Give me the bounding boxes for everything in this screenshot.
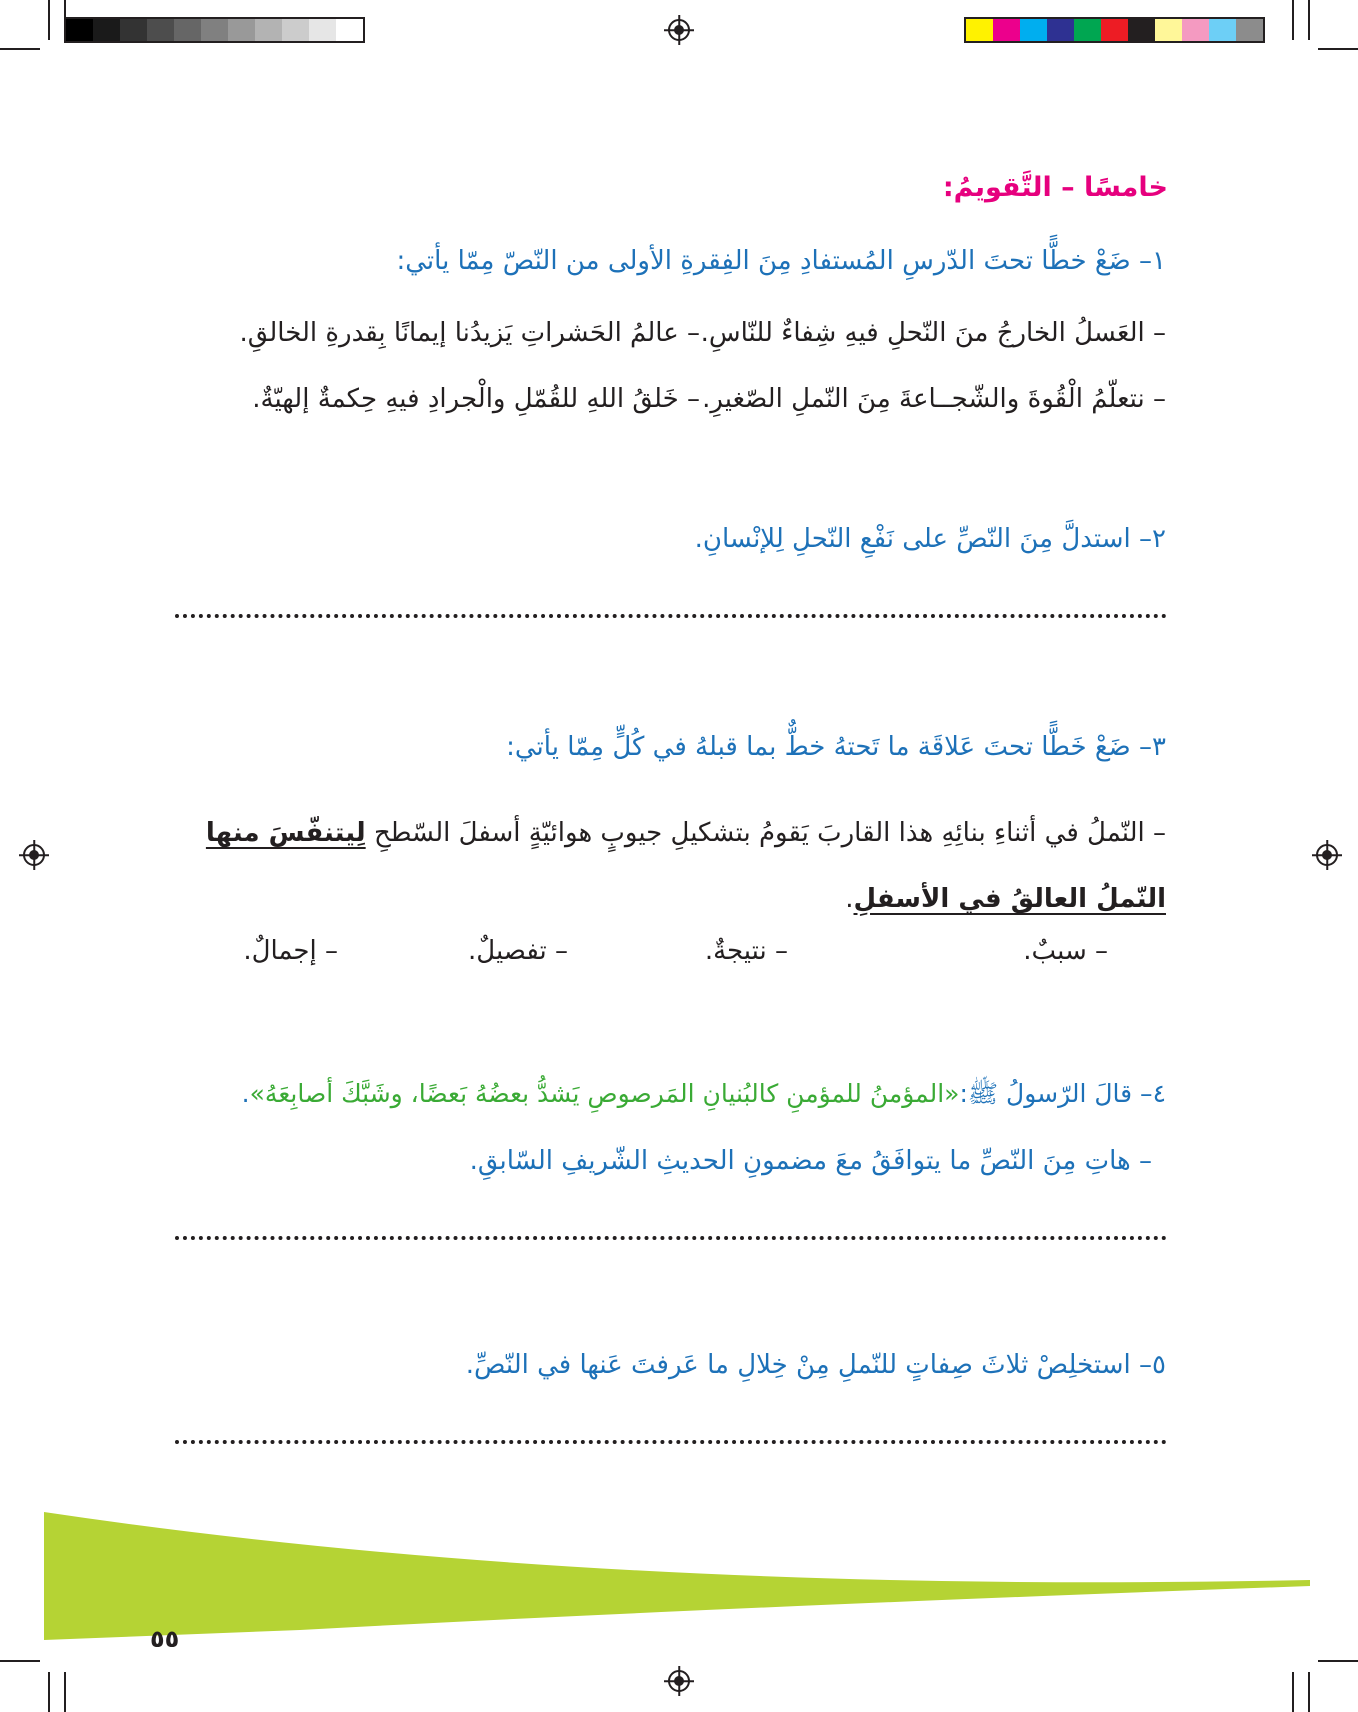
- question-1-option-2: – العَسلُ الخارجُ منَ النّحلِ فيهِ شِفاءٌ للنّاسِ.: [700, 318, 1166, 348]
- question-3-sentence-start: – النّملُ في أثناءِ بنائِهِ هذا القاربَ يَقومُ بتشكيلِ جيوبٍ هوائيّةٍ أسفلَ السّطحِ: [373, 818, 1166, 848]
- crop-mark: [0, 1660, 40, 1662]
- question-3-sentence: [166, 800, 1166, 932]
- crop-mark: [48, 1672, 50, 1712]
- hadith-quote: «المؤمنُ للمؤمنِ كالبُنيانِ المَرصوصِ يَشدُّ بعضُهُ بَعضًا، وشَبَّكَ أصابِعَهُ»: [249, 1079, 960, 1108]
- question-3-choice-3[interactable]: – تفصيلٌ.: [467, 936, 568, 966]
- crop-mark: [64, 1672, 66, 1712]
- question-1-option-3: – خَلقُ اللهِ للقُمّلِ والْجرادِ فيهِ حِكمةٌ إلهيّةٌ.: [252, 384, 700, 414]
- registration-mark-right: [1316, 844, 1338, 866]
- crop-mark: [48, 0, 50, 40]
- question-4-prompt: [166, 1078, 1166, 1115]
- question-4-subprompt: – هاتِ مِنَ النّصِّ ما يتوافَقُ معَ مضمونِ الحديثِ الشّريفِ السّابقِ.: [469, 1146, 1152, 1176]
- question-2-prompt: ٢– استدلَّ مِنَ النّصِّ على نَفْعِ النّحلِ لِلإنْسانِ.: [694, 524, 1166, 554]
- crop-mark: [1308, 1672, 1310, 1712]
- answer-line-2[interactable]: [175, 614, 1167, 618]
- question-3-sentence-end: .: [845, 884, 854, 914]
- crop-mark: [1308, 0, 1310, 40]
- question-1-option-4: – نتعلّمُ الْقُوةَ والشّجــاعةَ مِنَ النّملِ الصّغيرِ.: [702, 384, 1166, 414]
- crop-mark: [64, 0, 66, 40]
- section-heading: خامسًا – التَّقويمُ:: [942, 172, 1168, 203]
- question-3-underlined-part-2: النّملُ العالقُ في الأسفلِ: [853, 884, 1166, 914]
- registration-mark-bottom: [668, 1670, 690, 1692]
- registration-mark-top: [668, 19, 690, 41]
- crop-mark: [1292, 1672, 1294, 1712]
- crop-mark: [1292, 0, 1294, 40]
- crop-mark: [0, 48, 40, 50]
- registration-mark-left: [23, 844, 45, 866]
- question-4-intro: ٤– قالَ الرّسولُ ﷺ:: [959, 1079, 1166, 1108]
- page-number: ٥٥: [150, 1625, 180, 1653]
- question-3-prompt: ٣– ضَعْ خَطًّا تحتَ عَلاقَة ما تَحتهُ خطٌّ بما قبلهُ في كُلٍّ مِمّا يأتي:: [506, 732, 1166, 762]
- question-1-prompt: ١– ضَعْ خطًّا تحتَ الدّرسِ المُستفادِ مِنَ الفِقرةِ الأولى من النّصّ مِمّا يأتي:: [396, 246, 1166, 276]
- answer-line-4[interactable]: [175, 1236, 1167, 1240]
- question-3-choice-4[interactable]: – إجمالٌ.: [243, 936, 338, 966]
- question-1-option-1: – عالمُ الحَشراتِ يَزيدُنا إيمانًا بِقدرةِ الخالقِ.: [239, 318, 700, 348]
- footer-green-band: [0, 1500, 1358, 1640]
- question-4-intro-end: .: [241, 1079, 250, 1108]
- question-5-prompt: ٥– استخلِصْ ثلاثَ صِفاتٍ للنّملِ مِنْ خِلالِ ما عَرفتَ عَنها في النّصِّ.: [465, 1350, 1166, 1380]
- question-3-underlined-part-1: لِيتنفّسَ منها: [205, 818, 366, 848]
- answer-line-5[interactable]: [175, 1440, 1167, 1444]
- process-color-bar: [964, 17, 1265, 43]
- grayscale-color-bar: [64, 17, 365, 43]
- crop-mark: [1318, 48, 1358, 50]
- question-3-choice-1[interactable]: – سببٌ.: [1023, 936, 1108, 966]
- question-3-choice-2[interactable]: – نتيجةٌ.: [704, 936, 788, 966]
- crop-mark: [1318, 1660, 1358, 1662]
